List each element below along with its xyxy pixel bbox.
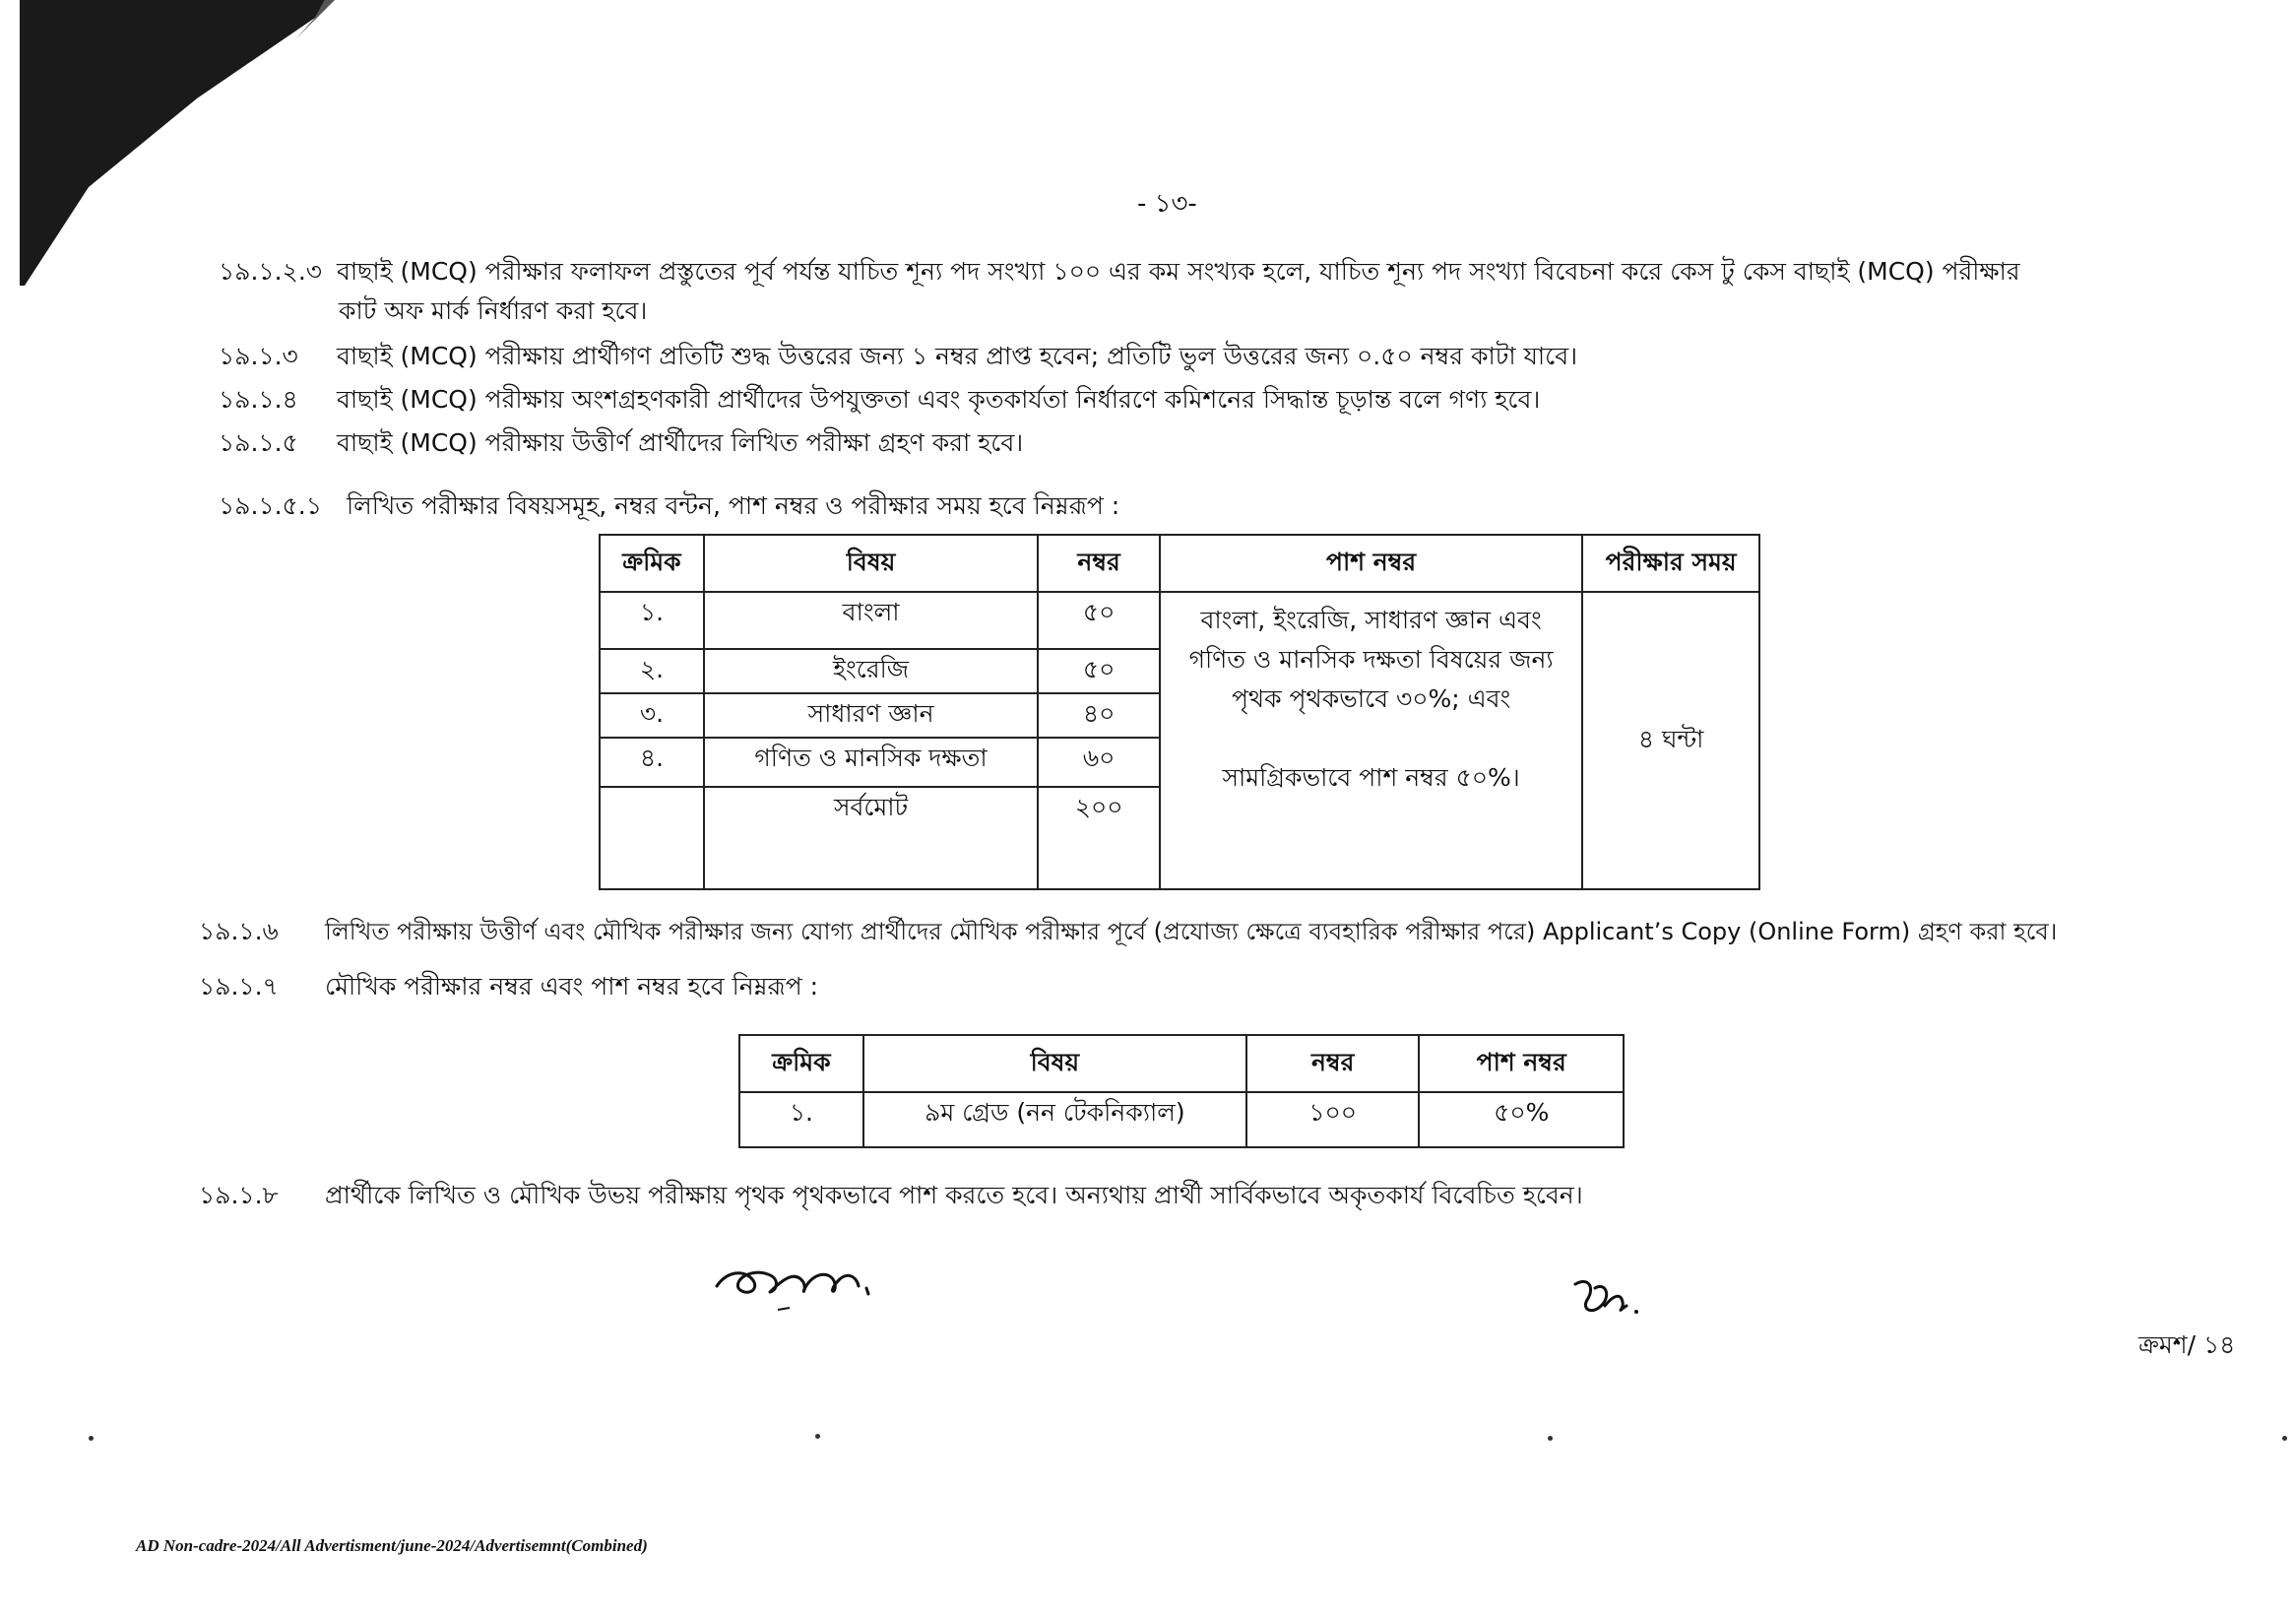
total-label: সর্বমোট [704,787,1038,889]
clause-number: ১৯.১.৪ [219,385,298,414]
clause-text: প্রার্থীকে লিখিত ও মৌখিক উভয় পরীক্ষায় পৃথক পৃথকভাবে পাশ করতে হবে। অন্যথায় প্রার্থী সার্বিকভাবে অকৃতকার্য বিবেচিত হবেন। [325,1181,1583,1209]
table-row [739,1092,1624,1147]
subject-cell: গণিত ও মানসিক দক্ষতা [704,738,1038,787]
pass-marks-cell [1160,592,1582,889]
subject-cell: সাধারণ জ্ঞান [704,693,1038,738]
serial-cell: ১. [600,592,704,649]
scan-corner-shadow [0,0,335,295]
clause-text: বাছাই (MCQ) পরীক্ষায় প্রার্থীগণ প্রতিটি শুদ্ধ উত্তরের জন্য ১ নম্বর প্রাপ্ত হবেন; প্রতিটি ভুল উত্তরের জন্য ০.৫০ নম্বর কাটা যাবে। [337,342,1578,370]
serial-cell: ২. [600,649,704,693]
header-pass-marks: পাশ নম্বর [1419,1035,1624,1092]
continued-marker: ক্রমশ/ ১৪ [2138,1330,2236,1359]
clause-text: লিখিত পরীক্ষার বিষয়সমূহ, নম্বর বন্টন, পাশ নম্বর ও পরীক্ষার সময় হবে নিম্নরূপ : [347,491,1120,520]
clause-number: ১৯.১.৫.১ [219,491,322,520]
clause-19-1-8 [199,1178,2168,1217]
serial-cell-empty [600,787,704,889]
serial-cell: ১. [739,1092,863,1147]
table-header-row [739,1035,1624,1092]
clause-text: লিখিত পরীক্ষায় উত্তীর্ণ এবং মৌখিক পরীক্ষার জন্য যোগ্য প্রার্থীদের মৌখিক পরীক্ষার পূর্বে (প্রযোজ্য ক্ষেত্রে ব্যবহারিক পরীক্ষার পরে) Applicant’s Copy (Online Form) গ্রহণ করা হবে। [325,918,2058,945]
header-exam-time: পরীক্ষার সময় [1582,535,1759,592]
clause-number: ১৯.১.৬ [199,917,279,945]
exam-time-cell: ৪ ঘন্টা [1582,592,1759,889]
marks-cell: ১০০ [1246,1092,1420,1147]
scan-speck [1548,1436,1553,1441]
pass-marks-line: সামগ্রিকভাবে পাশ নম্বর ৫০%। [1222,763,1520,792]
written-exam-table [599,534,1760,890]
clause-19-1-5-1 [219,488,2188,528]
subject-cell: ৯ম গ্রেড (নন টেকনিক্যাল) [863,1092,1246,1147]
clause-19-1-4 [219,382,2188,421]
clause-number: ১৯.১.৩ [219,342,298,370]
clause-number: ১৯.১.২.৩ [219,257,323,286]
clause-text: মৌখিক পরীক্ষার নম্বর এবং পাশ নম্বর হবে নিম্নরূপ : [325,972,819,1001]
clause-text: বাছাই (MCQ) পরীক্ষায় উত্তীর্ণ প্রার্থীদের লিখিত পরীক্ষা গ্রহণ করা হবে। [337,428,1024,457]
serial-cell: ৪. [600,738,704,787]
scan-speck [815,1434,820,1439]
header-serial: ক্রমিক [739,1035,863,1092]
header-pass-marks: পাশ নম্বর [1160,535,1582,592]
scan-speck [2282,1436,2287,1441]
header-subject: বিষয় [704,535,1038,592]
clause-19-1-3 [219,339,2188,378]
header-subject: বিষয় [863,1035,1246,1092]
pass-marks-line: পৃথক পৃথকভাবে ৩০%; এবং [1231,684,1511,713]
signature-left [709,1249,896,1328]
marks-cell: ৬০ [1038,738,1160,787]
clause-19-1-5 [219,425,2188,465]
marks-cell: ৪০ [1038,693,1160,738]
clause-text: বাছাই (MCQ) পরীক্ষায় অংশগ্রহণকারী প্রার্থীদের উপযুক্ততা এবং কৃতকার্যতা নির্ধারণে কমিশনের সিদ্ধান্ত চূড়ান্ত বলে গণ্য হবে। [337,385,1541,414]
clause-number: ১৯.১.৫ [219,428,298,457]
pass-marks-cell: ৫০% [1419,1092,1624,1147]
table-row [600,592,1759,649]
pass-marks-line: গণিত ও মানসিক দক্ষতা বিষয়ের জন্য [1188,645,1554,674]
clause-19-1-6 [199,914,2276,953]
clause-text-continued: কাট অফ মার্ক নির্ধারণ করা হবে। [339,296,648,325]
viva-exam-table [738,1034,1625,1148]
clause-number: ১৯.১.৮ [199,1181,279,1209]
header-serial: ক্রমিক [600,535,704,592]
subject-cell: ইংরেজি [704,649,1038,693]
signature-right [1565,1270,1654,1329]
scan-speck [89,1436,94,1441]
clause-19-1-2-3 [219,254,2188,333]
serial-cell: ৩. [600,693,704,738]
subject-cell: বাংলা [704,592,1038,649]
table-header-row [600,535,1759,592]
marks-cell: ৫০ [1038,592,1160,649]
clause-19-1-7 [199,969,2168,1008]
footer-file-path: AD Non-cadre-2024/All Advertisment/june-2024/Advertisemnt(Combined) [136,1536,648,1555]
marks-cell: ৫০ [1038,649,1160,693]
total-marks: ২০০ [1038,787,1160,889]
header-marks: নম্বর [1038,535,1160,592]
clause-number: ১৯.১.৭ [199,972,279,1001]
page-number: - ১৩- [1137,189,1197,219]
header-marks: নম্বর [1246,1035,1420,1092]
pass-marks-spacer [1171,719,1571,758]
pass-marks-line: বাংলা, ইংরেজি, সাধারণ জ্ঞান এবং [1200,606,1542,634]
clause-text: বাছাই (MCQ) পরীক্ষার ফলাফল প্রস্তুতের পূর্ব পর্যন্ত যাচিত শূন্য পদ সংখ্যা ১০০ এর কম সংখ্যক হলে, যাচিত শূন্য পদ সংখ্যা বিবেচনা করে কেস টু কেস বাছাই (MCQ) পরীক্ষার [337,257,2020,286]
